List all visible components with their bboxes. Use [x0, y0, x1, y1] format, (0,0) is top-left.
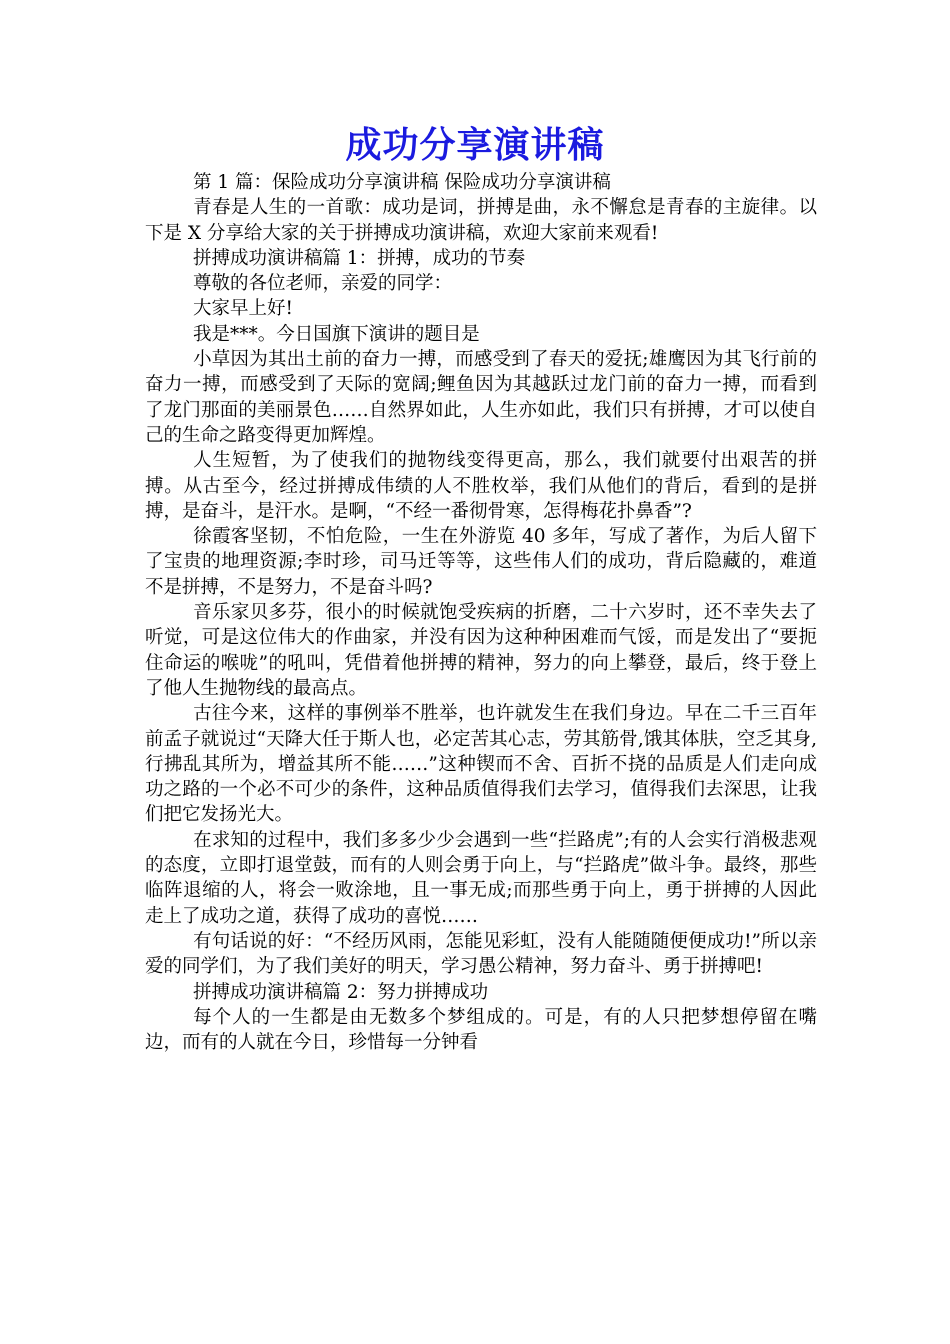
paragraph: 青春是人生的一首歌：成功是词，拼搏是曲，永不懈怠是青春的主旋律。以下是 X 分享给大家的关于拼搏成功演讲稿，欢迎大家前来观看!	[145, 197, 817, 244]
paragraph: 大家早上好!	[193, 298, 293, 320]
paragraph: 尊敬的各位老师，亲爱的同学：	[193, 273, 453, 295]
paragraph: 在求知的过程中，我们多多少少会遇到一些“拦路虎”;有的人会实行消极悲观的态度，立即打退堂鼓，而有的人则会勇于向上，与“拦路虎”做斗争。最终，那些临阵退缩的人，将会一败涂地，且一事无成;而那些勇于向上，勇于拼搏的人因此走上了成功之道，获得了成功的喜悦……	[145, 829, 817, 927]
paragraph: 我是***。今日国旗下演讲的题目是	[193, 323, 480, 345]
paragraph: 人生短暂，为了使我们的抛物线变得更高，那么，我们就要付出艰苦的拼搏。从古至今，经过拼搏成伟绩的人不胜枚举，我们从他们的背后，看到的是拼搏，是奋斗，是汗水。是啊，“不经一番彻骨寒，怎得梅花扑鼻香”?	[145, 450, 817, 522]
paragraph: 每个人的一生都是由无数多个梦组成的。可是，有的人只把梦想停留在嘴边，而有的人就在今日，珍惜每一分钟看	[145, 1006, 817, 1054]
document-title: 成功分享演讲稿	[345, 125, 605, 166]
paragraph: 古往今来，这样的事例举不胜举，也许就发生在我们身边。早在二千三百年前孟子就说过“天降大任于斯人也，必定苦其心志，劳其筋骨,饿其体肤，空乏其身,行拂乱其所为，增益其所不能……”这种锲而不舍、百折不挠的品质是人们走向成功之路的一个必不可少的条件，这种品质值得我们去学习，值得我们去深思，让我们把它发扬光大。	[145, 703, 817, 826]
subheading: 拼搏成功演讲稿篇 1：拼搏，成功的节奏	[193, 247, 526, 269]
section-heading: 第 1 篇：保险成功分享演讲稿 保险成功分享演讲稿	[193, 172, 611, 193]
subheading: 拼搏成功演讲稿篇 2：努力拼搏成功	[193, 981, 489, 1003]
paragraph: 音乐家贝多芬，很小的时候就饱受疾病的折磨，二十六岁时，还不幸失去了听觉，可是这位伟大的作曲家，并没有因为这种种困难而气馁，而是发出了“要扼住命运的喉咙”的吼叫，凭借着他拼搏的精神，努力的向上攀登，最后，终于登上了他人生抛物线的最高点。	[145, 602, 817, 699]
paragraph: 徐霞客坚韧，不怕危险，一生在外游览 40 多年，写成了著作，为后人留下了宝贵的地理资源;李时珍，司马迁等等，这些伟人们的成功，背后隐藏的，难道不是拼搏，不是努力，不是奋斗吗?	[145, 526, 817, 598]
paragraph: 小草因为其出土前的奋力一搏，而感受到了春天的爱抚;雄鹰因为其飞行前的奋力一搏，而感受到了天际的宽阔;鲤鱼因为其越跃过龙门前的奋力一搏，而看到了龙门那面的美丽景色……自然界如此，人生亦如此，我们只有拼搏，才可以使自己的生命之路变得更加辉煌。	[145, 349, 817, 446]
paragraph: 有句话说的好：“不经历风雨，怎能见彩虹，没有人能随随便便成功!”所以亲爱的同学们，为了我们美好的明天，学习愚公精神，努力奋斗、勇于拼搏吧!	[145, 930, 817, 978]
document-body	[145, 170, 817, 1055]
